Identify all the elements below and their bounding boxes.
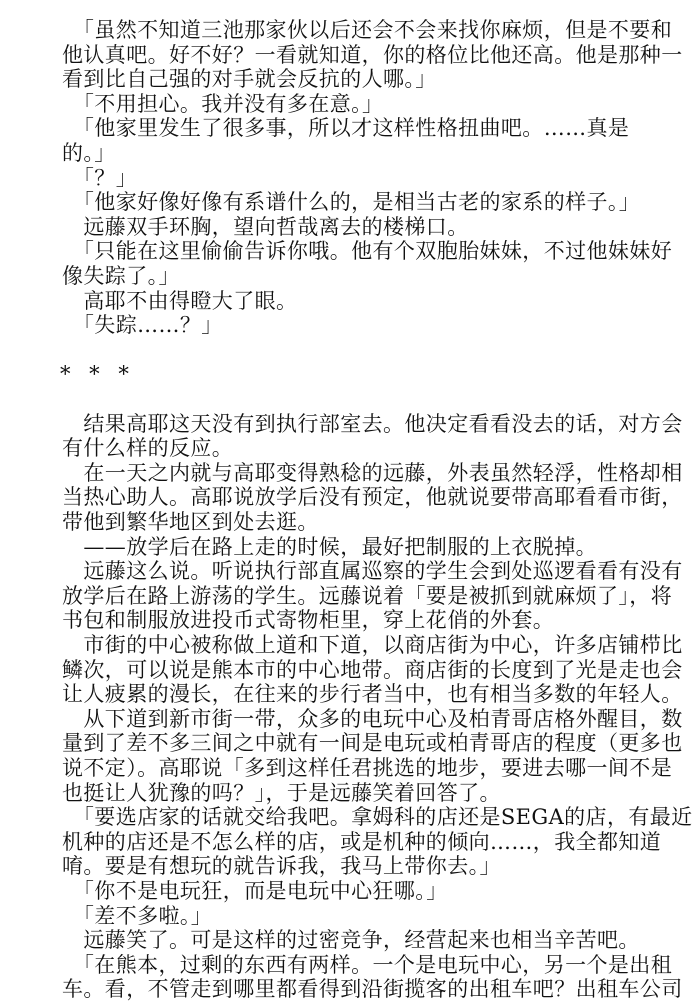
text-line: 车。看，不管走到哪里都看得到沿街揽客的出租车吧？出租车公司 bbox=[62, 977, 683, 1001]
text-line: 像失踪了。」 bbox=[62, 264, 180, 288]
text-line: 放学后在路上游荡的学生。远藤说着「要是被抓到就麻烦了」，将 bbox=[62, 583, 673, 608]
text-line: 他认真吧。好不好？一看就知道，你的格位比他还高。他是那种一 bbox=[62, 42, 683, 67]
text-line: 的。」 bbox=[62, 141, 116, 165]
text-line: 远藤笑了。可是这样的过密竞争，经营起来也相当辛苦吧。 bbox=[62, 928, 640, 953]
text-line: 「只能在这里偷偷告诉你哦。他有个双胞胎妹妹，不过他妹妹好 bbox=[62, 239, 673, 264]
text-line: 「在熊本，过剩的东西有两样。一个是电玩中心，另一个是出租 bbox=[62, 952, 673, 977]
text-line: 也挺让人犹豫的吗？」，于是远藤笑着回答了。 bbox=[62, 780, 501, 805]
text-line: 「要选店家的话就交给我吧。拿姆科的店还是SEGA的店，有最近 bbox=[62, 805, 693, 830]
text-line: 鳞次，可以说是熊本市的中心地带。商店街的长度到了光是走也会 bbox=[62, 657, 683, 682]
text-line: ——放学后在路上走的时候，最好把制服的上衣脱掉。 bbox=[62, 534, 597, 559]
text-line: 说不定）。高耶说「多到这样任君挑选的地步，要进去哪一间不是 bbox=[62, 756, 673, 780]
text-line: 「他家里发生了很多事，所以才这样性格扭曲吧。……真是 bbox=[62, 116, 630, 141]
text-line: 「不用担心。我并没有多在意。」 bbox=[62, 91, 384, 116]
text-line: 结果高耶这天没有到执行部室去。他决定看看没去的话，对方会 bbox=[62, 411, 683, 436]
text-line: 高耶不由得瞪大了眼。 bbox=[62, 288, 298, 313]
text-line: 「他家好像好像有系谱什么的，是相当古老的家系的样子。」 bbox=[62, 190, 641, 215]
text-line: 让人疲累的漫长，在往来的步行者当中，也有相当多数的年轻人。 bbox=[62, 682, 683, 707]
text-line: 书包和制服放进投币式寄物柜里，穿上花俏的外套。 bbox=[62, 608, 555, 633]
text-line: 看到比自己强的对手就会反抗的人哪。」 bbox=[62, 67, 437, 92]
text-line: 当热心助人。高耶说放学后没有预定，他就说要带高耶看看市街， bbox=[62, 485, 683, 510]
section-separator: * * * bbox=[60, 362, 135, 387]
text-line: 唷。要是有想玩的就告诉我，我马上带你去。」 bbox=[62, 854, 501, 879]
text-line: 远藤双手环胸，望向哲哉离去的楼梯口。 bbox=[62, 214, 469, 239]
text-line: 「失踪……？」 bbox=[62, 313, 223, 338]
text-line: 量到了差不多三间之中就有一间是电玩或柏青哥店的程度（更多也 bbox=[62, 731, 683, 756]
text-line: 「你不是电玩狂，而是电玩中心狂哪。」 bbox=[62, 879, 448, 903]
text-line: 有什么样的反应。 bbox=[62, 436, 234, 461]
text-line: 机种的店还是不怎么样的店，或是机种的倾向……，我全都知道 bbox=[62, 829, 662, 854]
text-line: 「差不多啦。」 bbox=[62, 903, 213, 928]
text-line: 从下道到新市街一带，众多的电玩中心及柏青哥店格外醒目，数 bbox=[62, 706, 683, 731]
text-line: 「？」 bbox=[62, 165, 138, 190]
text-line: 市街的中心被称做上道和下道，以商店街为中心，许多店铺栉比 bbox=[62, 633, 683, 657]
text-line: 「虽然不知道三池那家伙以后还会不会来找你麻烦，但是不要和 bbox=[62, 18, 673, 42]
text-line: 远藤这么说。听说执行部直属巡察的学生会到处巡逻看看有没有 bbox=[62, 559, 683, 584]
text-line: 带他到繁华地区到处去逛。 bbox=[62, 510, 319, 534]
text-line: 在一天之内就与高耶变得熟稔的远藤，外表虽然轻浮，性格却相 bbox=[62, 460, 683, 485]
